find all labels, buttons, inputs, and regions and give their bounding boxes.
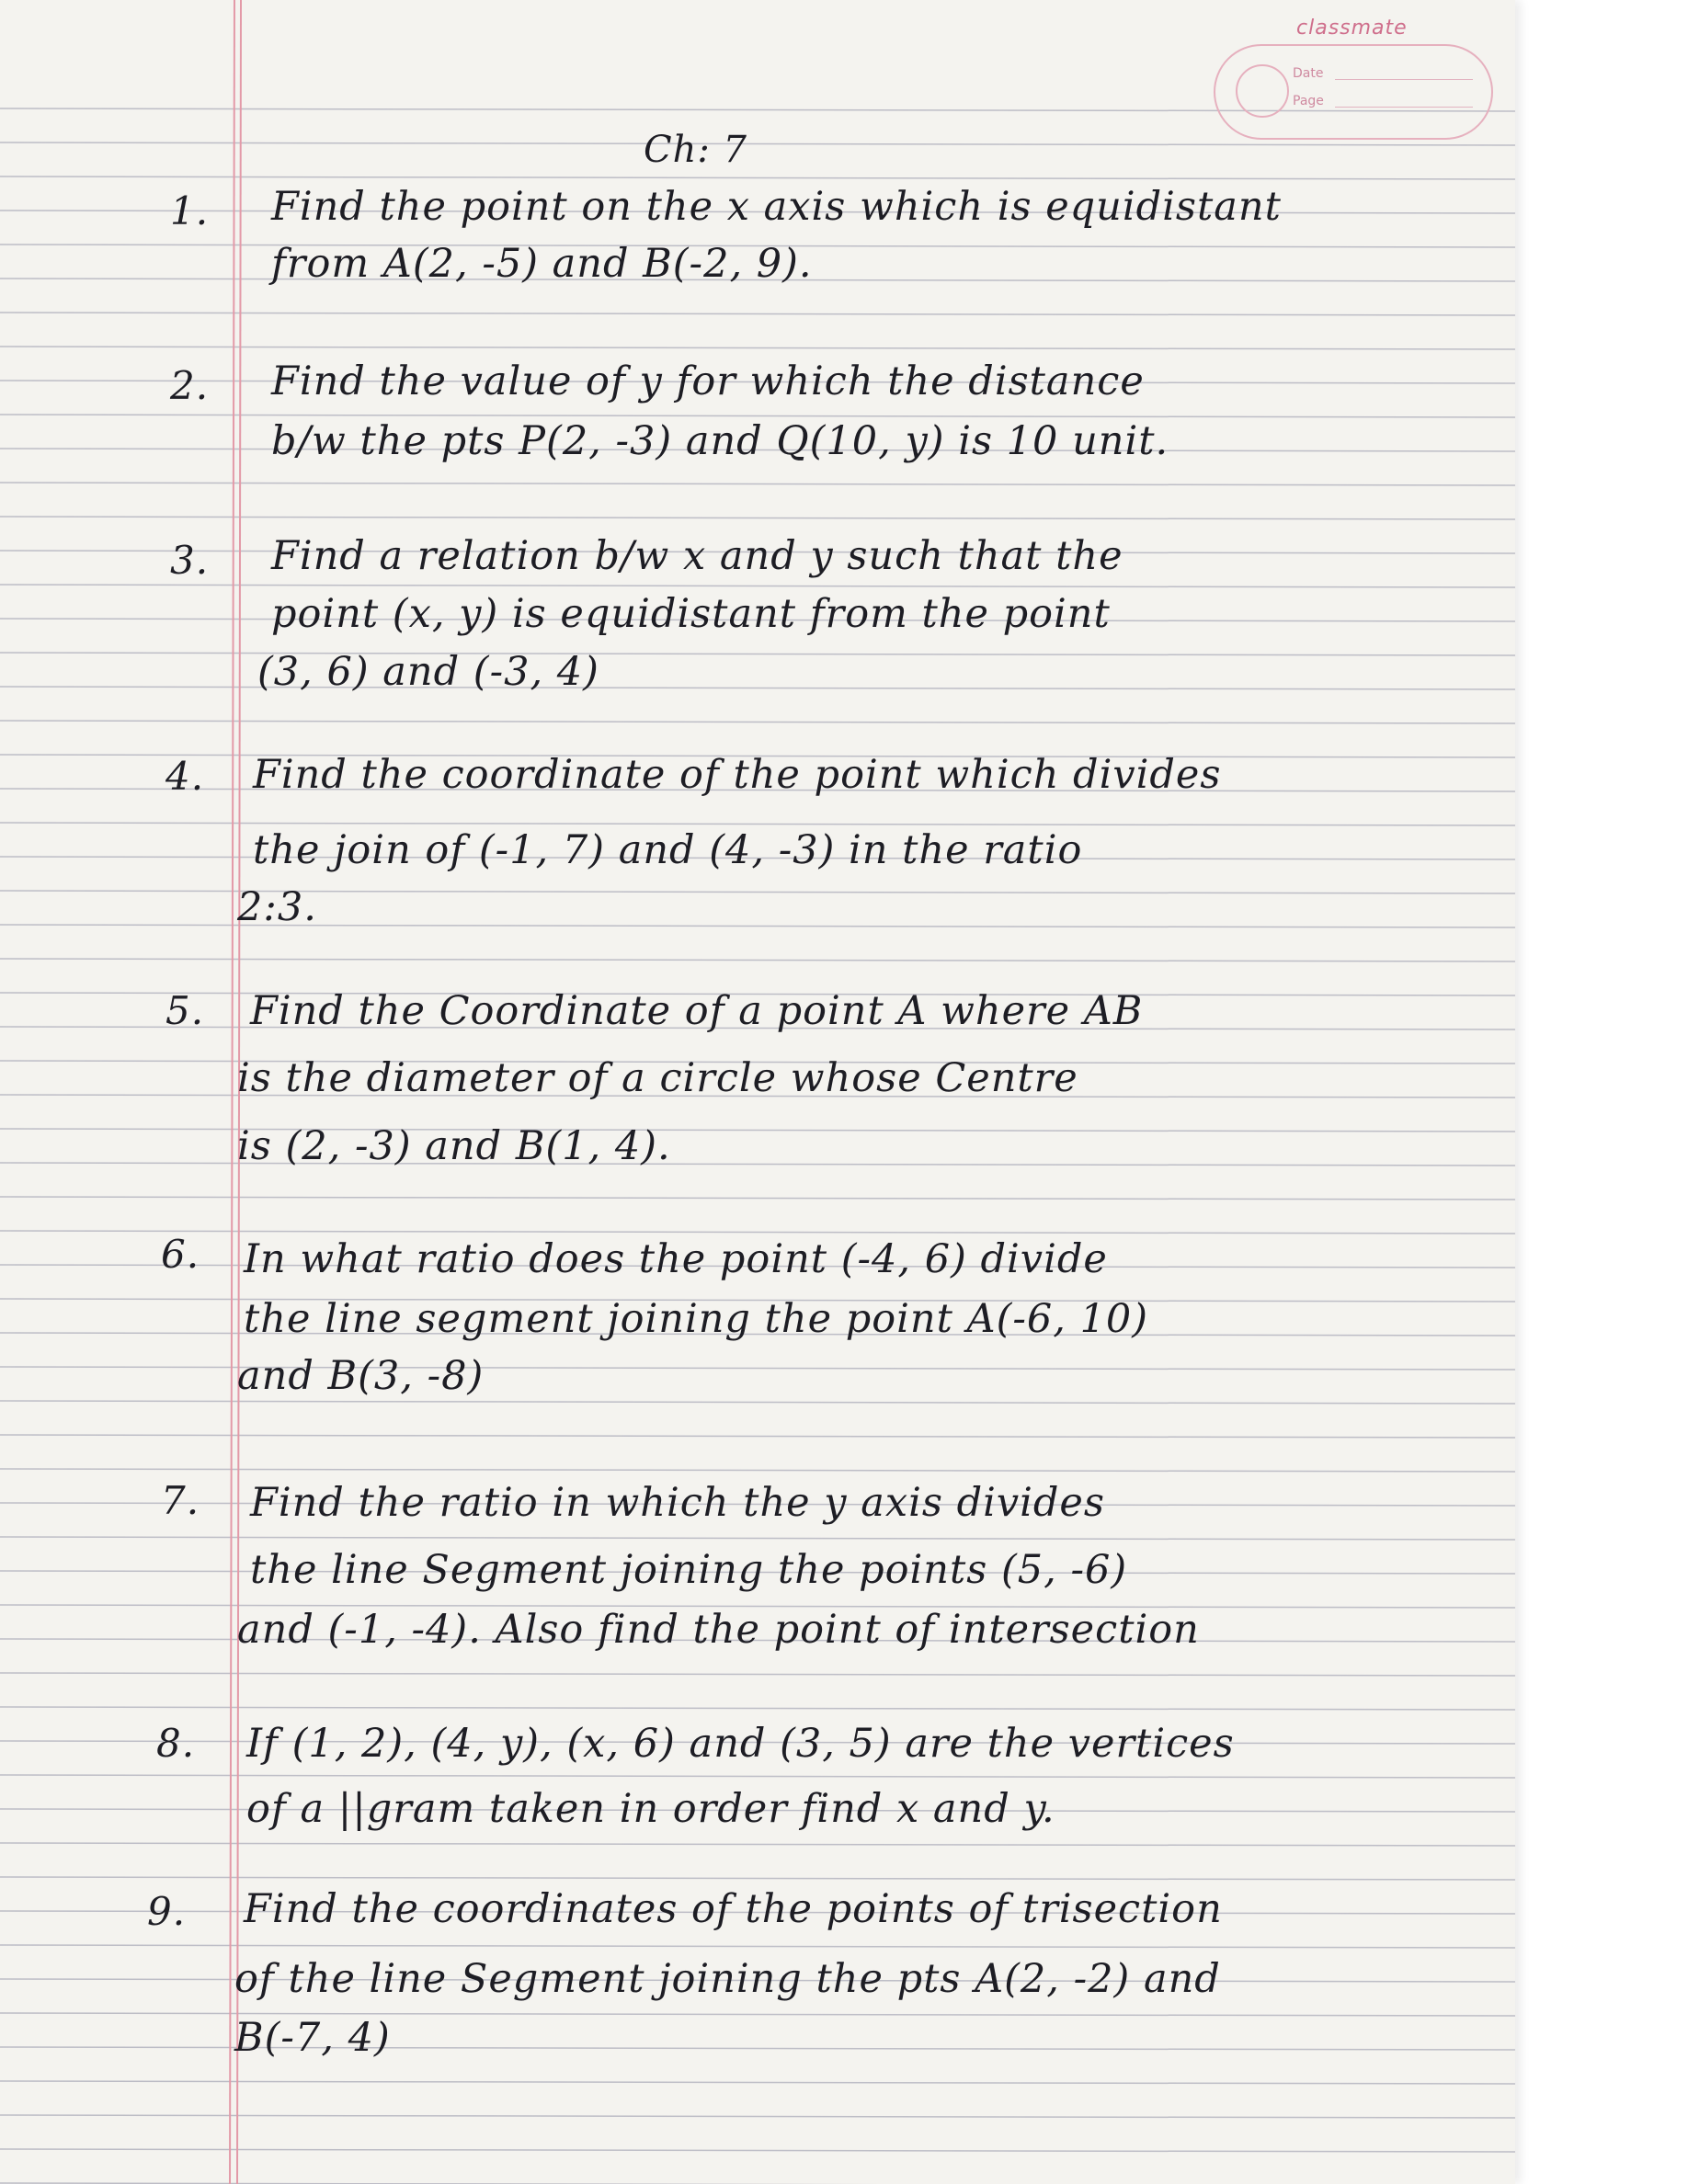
question-line: Find the point on the x axis which is equidistant	[271, 184, 1282, 230]
rule-line	[0, 959, 1515, 961]
question-line: of the line Segment joining the pts A(2, -2) and	[234, 1956, 1221, 2002]
question-line: If (1, 2), (4, y), (x, 6) and (3, 5) are the vertices	[246, 1721, 1235, 1767]
rule-line	[0, 1469, 1515, 1472]
question-number: 8.	[156, 1721, 196, 1766]
rule-line	[0, 2013, 1515, 2016]
rule-line	[0, 687, 1515, 689]
rule-line	[0, 1401, 1515, 1404]
rule-line	[0, 1435, 1515, 1438]
question-line: Find a relation b/w x and y such that the	[271, 533, 1123, 579]
rule-line	[0, 1129, 1515, 1132]
question-number: 7.	[161, 1478, 200, 1523]
question-line: b/w the pts P(2, -3) and Q(10, y) is 10 unit.	[271, 418, 1169, 464]
question-line: from A(2, -5) and B(-2, 9).	[271, 241, 813, 287]
rule-line	[0, 1843, 1515, 1846]
rule-line	[0, 891, 1515, 893]
brand-logo: classmate	[1296, 17, 1408, 40]
rule-line	[0, 142, 1515, 145]
rule-line	[0, 2081, 1515, 2084]
question-line: the line segment joining the point A(-6, 10)	[244, 1296, 1149, 1342]
margin-line	[230, 0, 234, 2184]
date-page-box	[1214, 44, 1493, 140]
rule-line	[0, 517, 1515, 519]
question-number: 9.	[147, 1889, 187, 1934]
question-line: In what ratio does the point (-4, 6) divide	[244, 1236, 1108, 1282]
question-number: 3.	[170, 538, 210, 583]
rule-line	[0, 1877, 1515, 1880]
question-line: the join of (-1, 7) and (4, -3) in the ratio	[253, 827, 1083, 873]
question-line: and (-1, -4). Also find the point of intersection	[237, 1607, 1200, 1653]
rule-line	[0, 1775, 1515, 1778]
rule-line	[0, 313, 1515, 315]
rule-line	[0, 1163, 1515, 1166]
question-line: Find the Coordinate of a point A where AB	[250, 988, 1144, 1034]
rule-line	[0, 415, 1515, 417]
question-line: 2:3.	[237, 884, 317, 930]
rule-line	[0, 1673, 1515, 1676]
date-label: Date	[1293, 66, 1324, 81]
question-line: is (2, -3) and B(1, 4).	[237, 1123, 671, 1169]
question-number: 1.	[170, 188, 210, 233]
rule-line	[0, 585, 1515, 587]
question-number: 6.	[161, 1232, 200, 1277]
rule-line	[0, 1537, 1515, 1540]
question-line: Find the value of y for which the distance	[271, 358, 1145, 404]
question-line: (3, 6) and (-3, 4)	[257, 649, 599, 695]
date-ring-icon	[1236, 64, 1289, 118]
question-line: of a ||gram taken in order find x and y.	[246, 1786, 1055, 1832]
rule-line	[0, 2047, 1515, 2050]
chapter-title: Ch: 7	[644, 129, 748, 171]
rule-line	[0, 721, 1515, 723]
question-line: and B(3, -8)	[237, 1353, 485, 1399]
question-line: the line Segment joining the points (5, -6)	[250, 1547, 1128, 1593]
rule-line	[0, 176, 1515, 179]
question-line: point (x, y) is equidistant from the point	[271, 591, 1111, 637]
rule-line	[0, 823, 1515, 825]
question-line: is the diameter of a circle whose Centre	[237, 1055, 1078, 1101]
rule-line	[0, 483, 1515, 485]
question-number: 4.	[165, 754, 205, 799]
question-number: 2.	[170, 363, 210, 408]
question-number: 5.	[165, 988, 205, 1033]
rule-line	[0, 1945, 1515, 1948]
question-line: Find the coordinate of the point which divides	[253, 752, 1222, 798]
page-label: Page	[1293, 94, 1324, 108]
rule-line	[0, 1231, 1515, 1234]
rule-line	[0, 925, 1515, 927]
question-line: Find the coordinates of the points of trisection	[244, 1886, 1223, 1932]
rule-line	[0, 653, 1515, 655]
question-line: B(-7, 4)	[234, 2015, 391, 2061]
rule-line	[0, 1707, 1515, 1710]
rule-line	[0, 347, 1515, 349]
rule-line	[0, 1197, 1515, 1200]
rule-line	[0, 1367, 1515, 1370]
question-line: Find the ratio in which the y axis divides	[250, 1480, 1105, 1526]
rule-line	[0, 2149, 1515, 2152]
rule-line	[0, 2115, 1515, 2118]
